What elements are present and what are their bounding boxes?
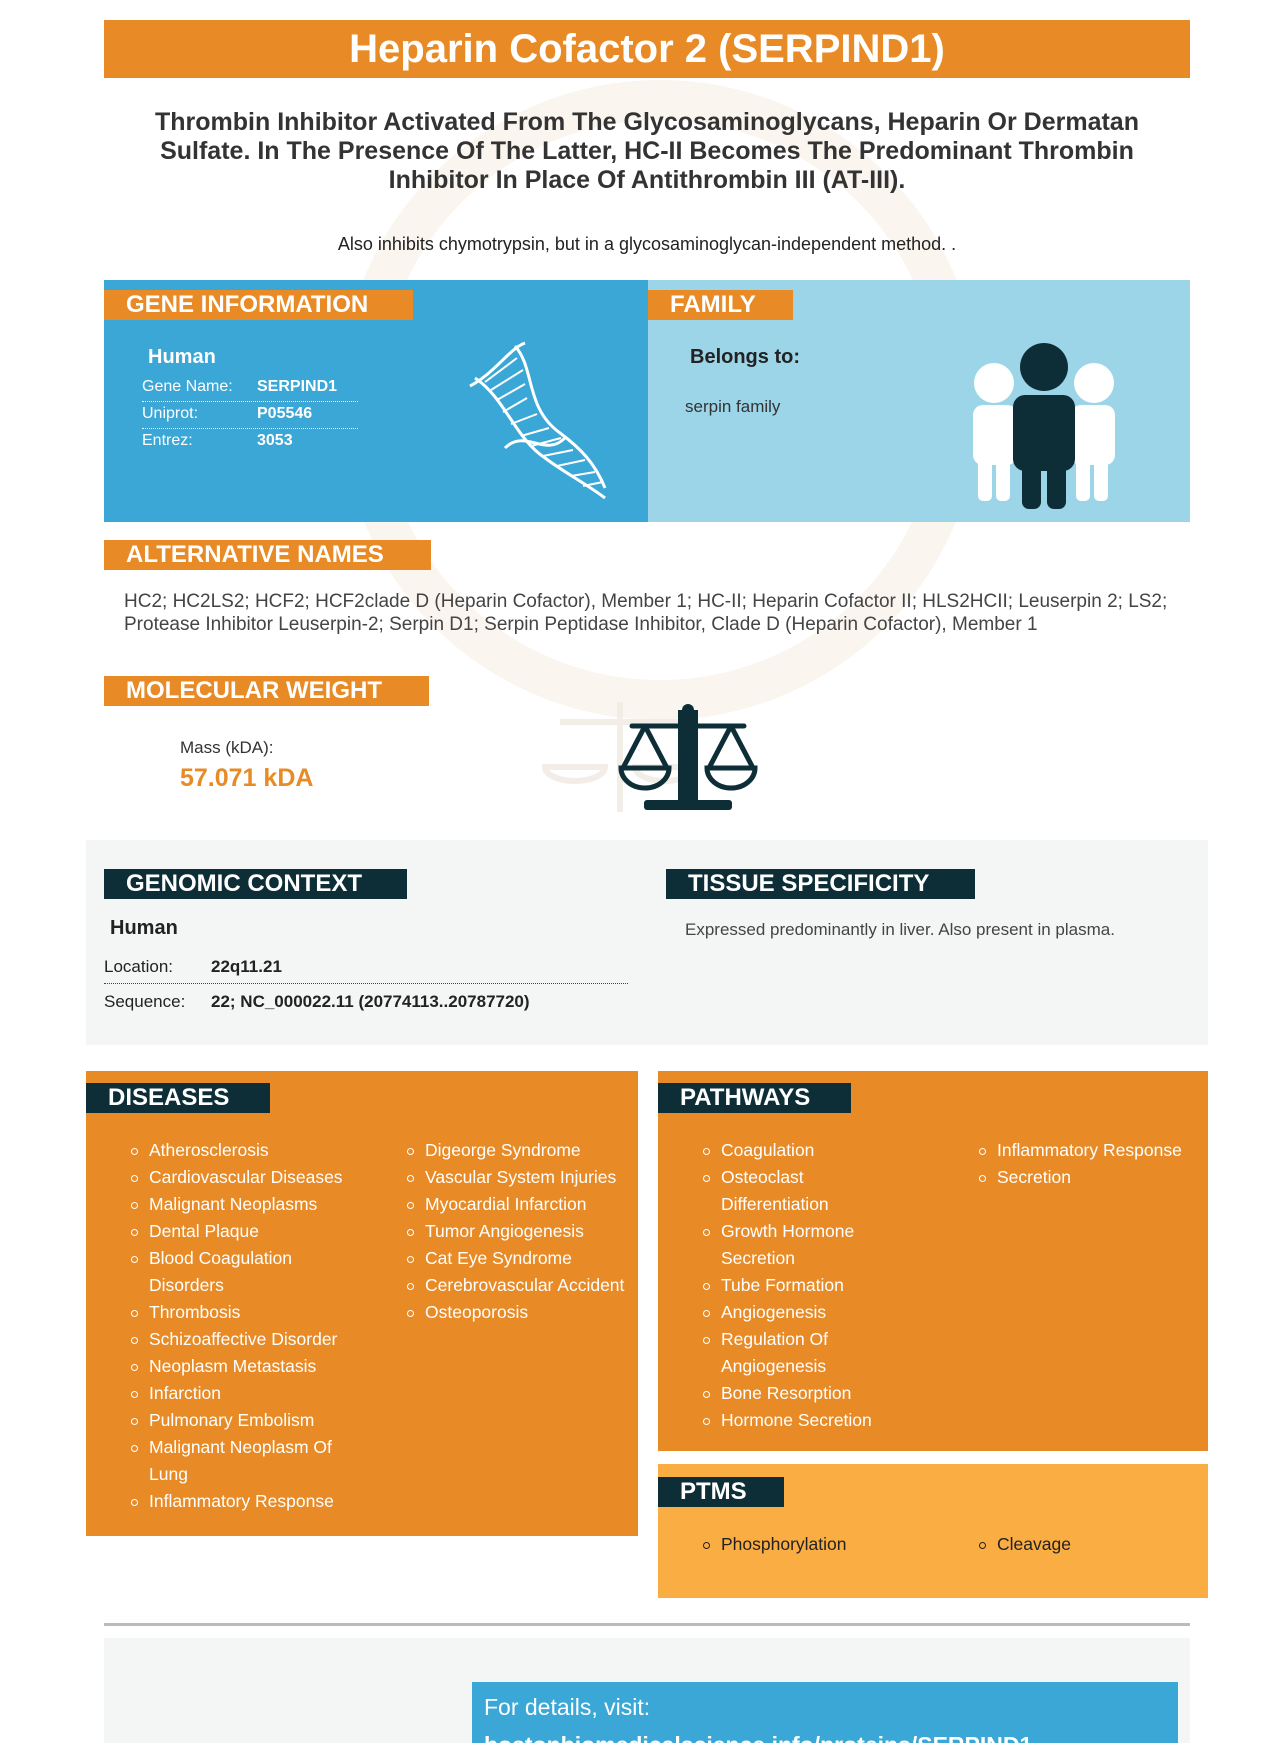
pathways-list-col1 bbox=[699, 1137, 899, 1434]
entrez-row bbox=[142, 429, 358, 456]
list-item: Cat Eye Syndrome bbox=[403, 1245, 628, 1272]
protein-description: Also inhibits chymotrypsin, but in a glycosaminoglycan-independent method. . bbox=[337, 234, 957, 254]
ptms-list-col1 bbox=[699, 1531, 919, 1558]
alternative-names-heading: ALTERNATIVE NAMES bbox=[104, 540, 431, 570]
mass-value: 57.071 kDA bbox=[180, 764, 314, 792]
uniprot-row bbox=[142, 402, 358, 429]
scale-icon bbox=[618, 700, 758, 816]
list-item: Hormone Secretion bbox=[699, 1407, 899, 1434]
location-label: Location: bbox=[104, 957, 173, 976]
ptms-list-col2 bbox=[975, 1531, 1175, 1558]
sequence-label: Sequence: bbox=[104, 992, 186, 1011]
list-item: Digeorge Syndrome bbox=[403, 1137, 628, 1164]
pathways-heading: PATHWAYS bbox=[658, 1083, 851, 1113]
location-value: 22q11.21 bbox=[211, 957, 282, 976]
genomic-species: Human bbox=[110, 917, 178, 939]
details-link[interactable]: bostonbiomedicalscience.info/proteins/SERPIND1 bbox=[484, 1732, 1033, 1758]
list-item: Inflammatory Response bbox=[975, 1137, 1205, 1164]
entrez-label: Entrez: bbox=[142, 432, 193, 449]
gene-information-heading: GENE INFORMATION bbox=[104, 290, 413, 320]
dna-icon bbox=[465, 338, 615, 504]
sequence-row bbox=[104, 987, 628, 1019]
list-item: Malignant Neoplasms bbox=[127, 1191, 357, 1218]
genomic-context-heading: GENOMIC CONTEXT bbox=[104, 869, 407, 899]
gene-species: Human bbox=[148, 346, 216, 368]
list-item: Dental Plaque bbox=[127, 1218, 357, 1245]
molecular-weight-heading: MOLECULAR WEIGHT bbox=[104, 676, 429, 706]
list-item: Vascular System Injuries bbox=[403, 1164, 628, 1191]
family-value: serpin family bbox=[685, 397, 781, 416]
page-title: Heparin Cofactor 2 (SERPIND1) bbox=[104, 20, 1190, 78]
pathways-list-col2 bbox=[975, 1137, 1205, 1191]
list-item: Osteoclast Differentiation bbox=[699, 1164, 899, 1218]
list-item: Myocardial Infarction bbox=[403, 1191, 628, 1218]
list-item: Infarction bbox=[127, 1380, 357, 1407]
entrez-value: 3053 bbox=[257, 432, 293, 449]
diseases-list-col1 bbox=[127, 1137, 357, 1515]
sequence-value: 22; NC_000022.11 (20774113..20787720) bbox=[211, 992, 530, 1011]
footer-divider bbox=[104, 1623, 1190, 1626]
list-item: Angiogenesis bbox=[699, 1299, 899, 1326]
family-people-icon bbox=[968, 343, 1120, 511]
list-item: Thrombosis bbox=[127, 1299, 357, 1326]
tissue-specificity-heading: TISSUE SPECIFICITY bbox=[666, 869, 975, 899]
family-heading: FAMILY bbox=[648, 290, 793, 320]
list-item: Osteoporosis bbox=[403, 1299, 628, 1326]
details-box bbox=[472, 1682, 1178, 1758]
tissue-specificity-text: Expressed predominantly in liver. Also present in plasma. bbox=[685, 920, 1115, 939]
gene-name-label: Gene Name: bbox=[142, 378, 233, 395]
list-item: Tube Formation bbox=[699, 1272, 899, 1299]
mass-label: Mass (kDA): bbox=[180, 738, 274, 757]
list-item: Phosphorylation bbox=[699, 1531, 919, 1558]
gene-name-value: SERPIND1 bbox=[257, 378, 338, 395]
list-item: Schizoaffective Disorder bbox=[127, 1326, 357, 1353]
list-item: Inflammatory Response bbox=[127, 1488, 357, 1515]
diseases-list-col2 bbox=[403, 1137, 628, 1326]
details-label: For details, visit: bbox=[484, 1694, 651, 1720]
list-item: Regulation Of Angiogenesis bbox=[699, 1326, 899, 1380]
uniprot-value: P05546 bbox=[257, 405, 313, 422]
list-item: Coagulation bbox=[699, 1137, 899, 1164]
list-item: Malignant Neoplasm Of Lung bbox=[127, 1434, 357, 1488]
list-item: Growth Hormone Secretion bbox=[699, 1218, 899, 1272]
list-item: Blood Coagulation Disorders bbox=[127, 1245, 357, 1299]
list-item: Cleavage bbox=[975, 1531, 1175, 1558]
list-item: Atherosclerosis bbox=[127, 1137, 357, 1164]
family-belongs-label: Belongs to: bbox=[690, 346, 800, 368]
uniprot-label: Uniprot: bbox=[142, 405, 199, 422]
list-item: Tumor Angiogenesis bbox=[403, 1218, 628, 1245]
list-item: Cerebrovascular Accident bbox=[403, 1272, 628, 1299]
ptms-heading: PTMS bbox=[658, 1477, 784, 1507]
list-item: Secretion bbox=[975, 1164, 1205, 1191]
alternative-names-text: HC2; HC2LS2; HCF2; HCF2clade D (Heparin Cofactor), Member 1; HC-II; Heparin Cofactor II; HLS2HCII; Leuserpin 2; LS2; Protease Inhibitor Leuserpin-2; Serpin D1; Serpin Peptidase Inhibitor, Clade D (Heparin Cofactor), Member 1 bbox=[124, 591, 1168, 635]
location-row bbox=[104, 952, 628, 984]
list-item: Bone Resorption bbox=[699, 1380, 899, 1407]
list-item: Pulmonary Embolism bbox=[127, 1407, 357, 1434]
protein-summary: Thrombin Inhibitor Activated From The Glycosaminoglycans, Heparin Or Dermatan Sulfate. In The Presence Of The Latter, HC-II Becomes The Predominant Thrombin Inhibitor In Place Of Antithrombin III (AT-III). bbox=[155, 108, 1139, 194]
list-item: Cardiovascular Diseases bbox=[127, 1164, 357, 1191]
diseases-heading: DISEASES bbox=[86, 1083, 270, 1113]
gene-name-row bbox=[142, 375, 358, 402]
list-item: Neoplasm Metastasis bbox=[127, 1353, 357, 1380]
